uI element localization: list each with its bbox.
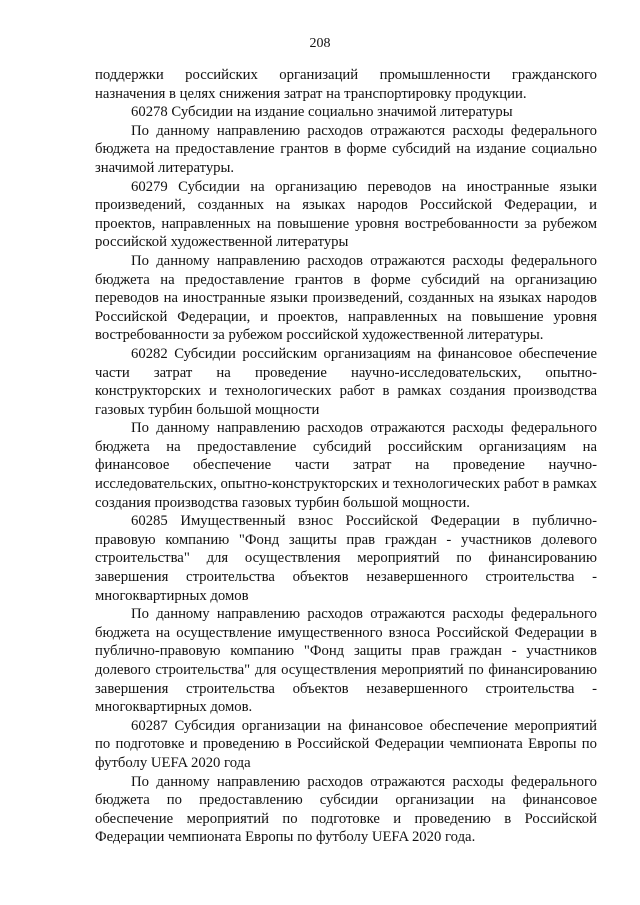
heading-60282: 60282 Субсидии российским организациям на финансовое обеспечение части затрат на проведение научно-исследовательских, опытно-конструкторских и технологических работ в рамках создания производства газовых турбин большой мощности: [95, 345, 597, 418]
heading-60287: 60287 Субсидия организации на финансовое обеспечение мероприятий по подготовке и проведению в Российской Федерации чемпионата Европы по футболу UEFA 2020 года: [95, 717, 597, 771]
page-number: 208: [309, 36, 331, 51]
heading-60279: 60279 Субсидии на организацию переводов на иностранные языки произведений, созданных на языках народов Российской Федерации, и проектов, направленных на повышение уровня востребованности за рубежом российской художественной литературы: [95, 178, 597, 251]
heading-60285: 60285 Имущественный взнос Российской Федерации в публично-правовую компанию "Фонд защиты прав граждан - участников долевого строительства" для осуществления мероприятий по финансированию завершения строительства объектов незавершенного строительства - многоквартирных домов: [95, 513, 597, 604]
paragraph-60278-description: По данному направлению расходов отражаются расходы федерального бюджета на предоставление грантов в форме субсидий на издание социально значимой литературы.: [95, 122, 597, 176]
heading-60278: 60278 Субсидии на издание социально значимой литературы: [131, 104, 513, 121]
paragraph-continuation: поддержки российских организаций промышленности гражданского назначения в целях снижения затрат на транспортировку продукции.: [95, 67, 597, 102]
paragraph-60279-description: По данному направлению расходов отражаются расходы федерального бюджета на предоставление грантов в форме субсидий на организацию переводов на иностранные языки произведений, созданных на языках народов Российской Федерации, и проектов, направленных на повышение уровня востребованности за рубежом российской художественной литературы.: [95, 252, 597, 344]
paragraph-60285-description: По данному направлению расходов отражаются расходы федерального бюджета на осуществление имущественного взноса Российской Федерации в публично-правовую компанию "Фонд защиты прав граждан - участников долевого строительства" для осуществления мероприятий по финансированию завершения строительства объектов незавершенного строительства - многоквартирных домов.: [95, 606, 597, 716]
paragraph-60287-description: По данному направлению расходов отражаются расходы федерального бюджета по предоставлению субсидии организации на финансовое обеспечение мероприятий по подготовке и проведению в Российской Федерации чемпионата Европы по футболу UEFA 2020 года.: [95, 773, 597, 846]
paragraph-60282-description: По данному направлению расходов отражаются расходы федерального бюджета на предоставление субсидий российским организациям на финансовое обеспечение части затрат на проведение научно-исследовательских, опытно-конструкторских и технологических работ в рамках создания производства газовых турбин большой мощности.: [95, 420, 597, 511]
document-body: [95, 66, 597, 847]
